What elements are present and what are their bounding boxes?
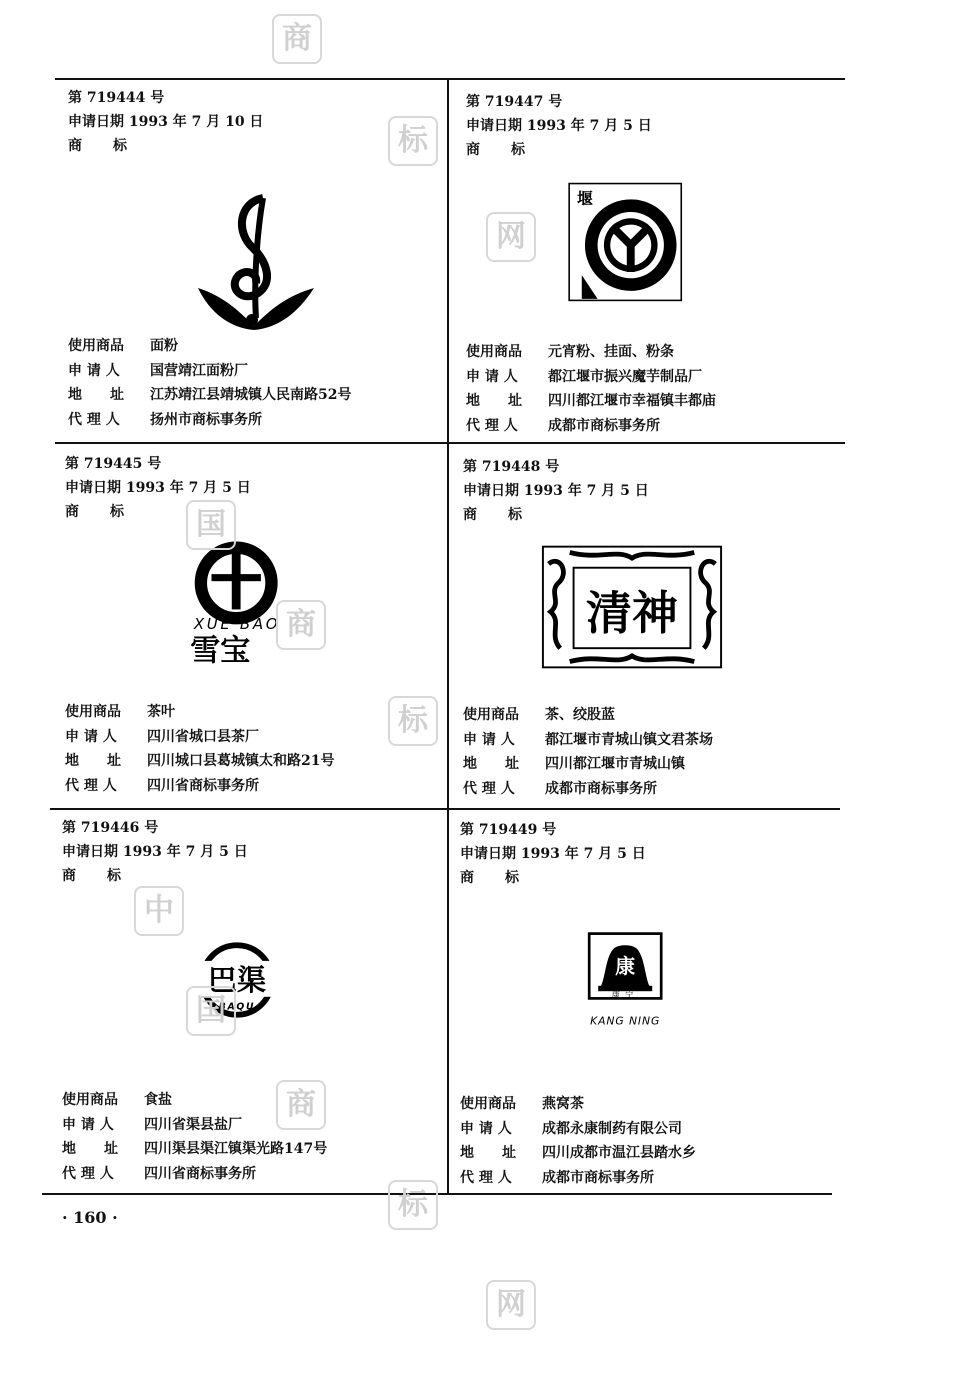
address: 四川成都市温江县踏水乡 [542, 1145, 696, 1161]
address-label: 地 址 [65, 753, 121, 769]
goods-label: 使用商品 [65, 704, 121, 720]
mark-label: 商 标 [463, 507, 523, 523]
address: 四川渠县渠江镇渠光路147号 [144, 1141, 328, 1157]
trademark-entry [460, 818, 840, 1186]
applicant-label: 申 请 人 [62, 1116, 114, 1133]
watermark-glyph: 网 [486, 1280, 536, 1330]
agent-label: 代 理 人 [65, 777, 117, 794]
registration-number: 第 719444 号 [68, 90, 165, 106]
top-rule [55, 78, 845, 80]
goods: 茶叶 [147, 704, 175, 720]
watermark-glyph: 标 [388, 116, 438, 166]
date-label: 申请日期 [460, 846, 516, 862]
registration-number: 第 719447 号 [466, 94, 563, 110]
agent-label: 代 理 人 [463, 780, 515, 797]
application-date: 1993 年 7 月 5 日 [125, 480, 251, 496]
date-label: 申请日期 [62, 844, 118, 860]
applicant-label: 申 请 人 [65, 728, 117, 745]
agent: 四川省商标事务所 [147, 777, 259, 794]
logo-text: 堰 [577, 189, 593, 209]
trademark-entry [62, 816, 442, 1182]
logo-latin-text: BAQU [218, 1001, 256, 1013]
agent-label: 代 理 人 [466, 417, 518, 434]
address: 江苏靖江县靖城镇人民南路52号 [150, 387, 352, 403]
registration-number: 第 719445 号 [65, 456, 162, 472]
mark-label: 商 标 [68, 138, 128, 154]
date-label: 申请日期 [466, 118, 522, 134]
qing-shen-logo [541, 543, 723, 671]
agent: 成都市商标事务所 [542, 1169, 654, 1186]
applicant: 成都永康制药有限公司 [542, 1120, 682, 1137]
page-number: · 160 · [62, 1208, 118, 1227]
agent-label: 代 理 人 [62, 1165, 114, 1182]
goods: 元宵粉、挂面、粉条 [548, 344, 674, 360]
registration-number: 第 719448 号 [463, 459, 560, 475]
mark-label: 商 标 [65, 504, 125, 520]
applicant-label: 申 请 人 [466, 368, 518, 385]
application-date: 1993 年 7 月 5 日 [122, 844, 248, 860]
watermark-glyph: 标 [388, 696, 438, 746]
applicant: 四川省城口县茶厂 [147, 728, 259, 745]
applicant: 四川省渠县盐厂 [144, 1116, 242, 1133]
logo-latin-text: KANG NING [590, 1014, 661, 1028]
address-label: 地 址 [463, 756, 519, 772]
date-label: 申请日期 [68, 114, 124, 130]
applicant-label: 申 请 人 [68, 362, 120, 379]
address: 四川城口县葛城镇太和路21号 [147, 753, 335, 769]
watermark-glyph: 商 [272, 14, 322, 64]
goods: 茶、绞股蓝 [545, 707, 615, 723]
date-label: 申请日期 [463, 483, 519, 499]
agent: 四川省商标事务所 [144, 1165, 256, 1182]
logo-chinese-text: 雪宝 [190, 633, 251, 669]
watermark-glyph: 网 [486, 212, 536, 262]
applicant: 都江堰市青城山镇文君茶场 [545, 731, 713, 748]
agent: 成都市商标事务所 [545, 780, 657, 797]
logo-text: 清神 [586, 586, 678, 641]
trademark-entry [466, 90, 846, 450]
applicant: 国营靖江面粉厂 [150, 362, 248, 379]
watermark-glyph: 标 [388, 1180, 438, 1230]
goods: 面粉 [150, 338, 178, 354]
date-label: 申请日期 [65, 480, 121, 496]
address: 四川都江堰市幸福镇丰都庙 [548, 393, 716, 409]
applicant: 都江堰市振兴魔芋制品厂 [548, 368, 702, 385]
watermark-glyph: 国 [186, 500, 236, 550]
watermark-glyph: 国 [186, 986, 236, 1036]
application-date: 1993 年 7 月 5 日 [520, 846, 646, 862]
address: 四川都江堰市青城山镇 [545, 756, 685, 772]
agent-label: 代 理 人 [68, 411, 120, 428]
logo-latin-text: XUE BAO [193, 614, 281, 633]
bell-logo [582, 926, 672, 1042]
agent: 扬州市商标事务所 [150, 411, 262, 428]
watermark-glyph: 商 [276, 1080, 326, 1130]
application-date: 1993 年 7 月 10 日 [128, 114, 264, 130]
applicant-label: 申 请 人 [460, 1120, 512, 1137]
applicant-label: 申 请 人 [463, 731, 515, 748]
goods: 食盐 [144, 1092, 172, 1108]
address-label: 地 址 [68, 387, 124, 403]
wheel-logo [566, 170, 716, 325]
goods-label: 使用商品 [463, 707, 519, 723]
application-date: 1993 年 7 月 5 日 [523, 483, 649, 499]
goods: 燕窝茶 [542, 1096, 584, 1112]
registration-number: 第 719446 号 [62, 820, 159, 836]
agent: 成都市商标事务所 [548, 417, 660, 434]
registration-number: 第 719449 号 [460, 822, 557, 838]
logo-chinese-text: 巴渠 [208, 962, 266, 997]
watermark-glyph: 中 [134, 886, 184, 936]
address-label: 地 址 [466, 393, 522, 409]
address-label: 地 址 [62, 1141, 118, 1157]
trademark-entry [65, 452, 445, 812]
trademark-entry [463, 455, 843, 815]
mark-label: 商 标 [62, 868, 122, 884]
goods-label: 使用商品 [460, 1096, 516, 1112]
goods-label: 使用商品 [68, 338, 124, 354]
mark-label: 商 标 [466, 142, 526, 158]
address-label: 地 址 [460, 1145, 516, 1161]
agent-label: 代 理 人 [460, 1169, 512, 1186]
logo-small-text: 康宁 [611, 989, 639, 1000]
logo-chinese-text: 康 [615, 955, 636, 979]
application-date: 1993 年 7 月 5 日 [526, 118, 652, 134]
goods-label: 使用商品 [466, 344, 522, 360]
watermark-glyph: 商 [276, 600, 326, 650]
goods-label: 使用商品 [62, 1092, 118, 1108]
treble-clef-leaf-logo [158, 178, 348, 348]
mark-label: 商 标 [460, 870, 520, 886]
